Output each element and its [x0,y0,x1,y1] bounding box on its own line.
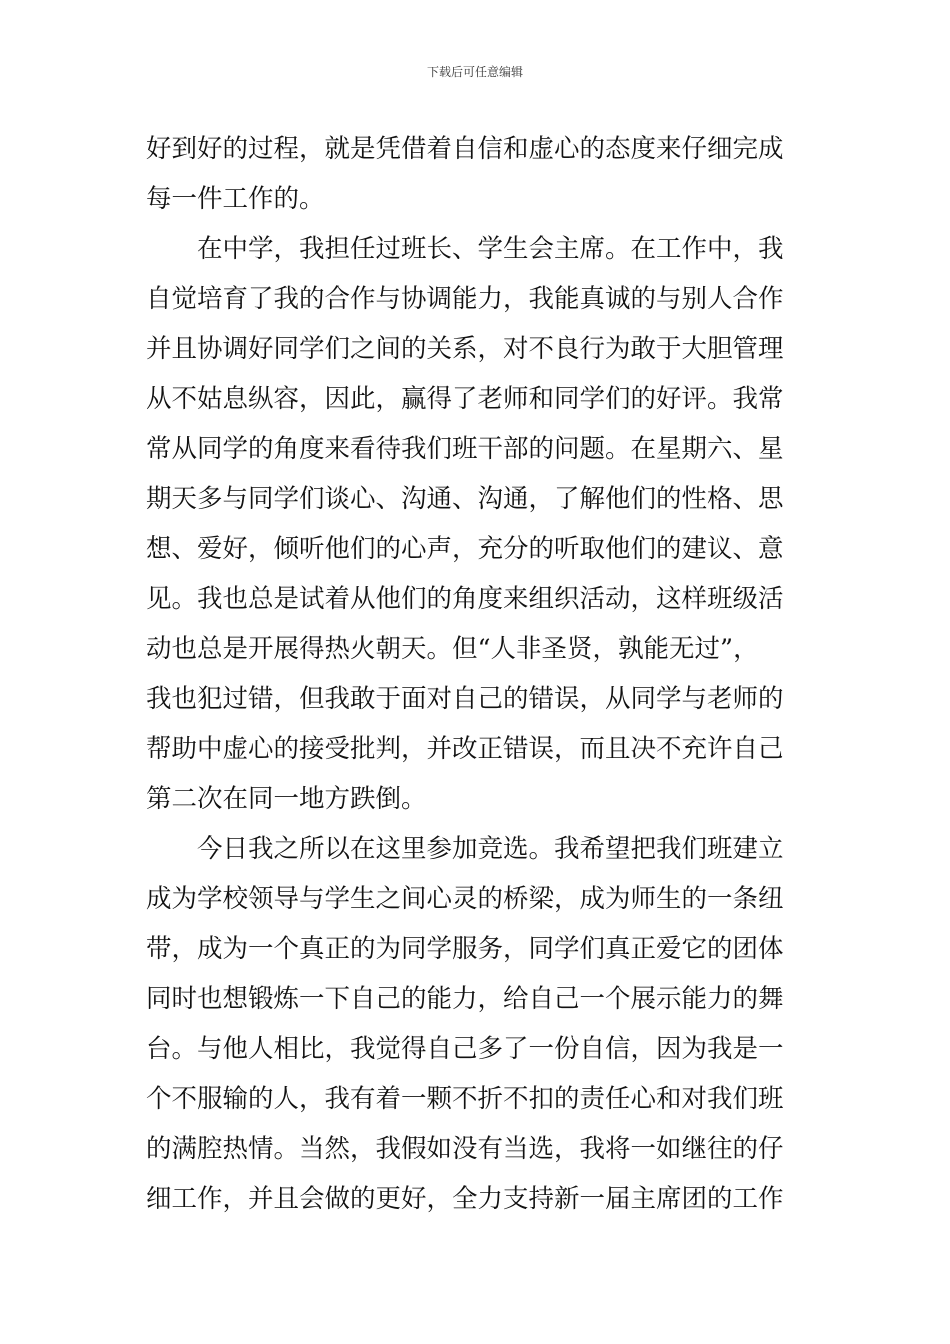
text-line: 第二次在同一地方跌倒。 [146,784,427,814]
text-line: 帮助中虚心的接受批判，并改正错误，而且决不充许自己 [146,734,784,764]
text-line: 并且协调好同学们之间的关系，对不良行为敢于大胆管理 [146,334,784,364]
text-line: 见。我也总是试着从他们的角度来组织活动，这样班级活 [146,584,784,614]
text-line: 自觉培育了我的合作与协调能力，我能真诚的与别人合作 [146,284,784,314]
text-line: 在中学，我担任过班长、学生会主席。在工作中，我 [197,234,784,264]
text-line: 的满腔热情。当然，我假如没有当选，我将一如继往的仔 [146,1134,784,1164]
text-line: 从不姑息纵容，因此，赢得了老师和同学们的好评。我常 [146,384,784,414]
text-line: 同时也想锻炼一下自己的能力，给自己一个展示能力的舞 [146,984,784,1014]
text-line: 个不服输的人，我有着一颗不折不扣的责任心和对我们班 [146,1084,784,1114]
text-line: 台。与他人相比，我觉得自己多了一份自信，因为我是一 [146,1034,784,1064]
text-line: 期天多与同学们谈心、沟通、沟通，了解他们的性格、思 [146,484,784,514]
text-line: 动也总是开展得热火朝天。但“人非圣贤，孰能无过”， [146,634,759,664]
text-line: 细工作，并且会做的更好，全力支持新一届主席团的工作 [146,1184,784,1214]
text-line: 我也犯过错，但我敢于面对自己的错误，从同学与老师的 [146,684,784,714]
text-line: 每一件工作的。 [146,184,325,214]
page-header: 下载后可任意编辑 [426,65,523,79]
document-body [146,124,816,1224]
text-line: 想、爱好，倾听他们的心声，充分的听取他们的建议、意 [146,534,784,564]
text-line: 好到好的过程，就是凭借着自信和虚心的态度来仔细完成 [146,134,784,164]
text-line: 常从同学的角度来看待我们班干部的问题。在星期六、星 [146,434,784,464]
text-line: 今日我之所以在这里参加竞选。我希望把我们班建立 [197,834,784,864]
text-line: 成为学校领导与学生之间心灵的桥梁，成为师生的一条纽 [146,884,784,914]
text-line: 带，成为一个真正的为同学服务，同学们真正爱它的团体 [146,934,784,964]
